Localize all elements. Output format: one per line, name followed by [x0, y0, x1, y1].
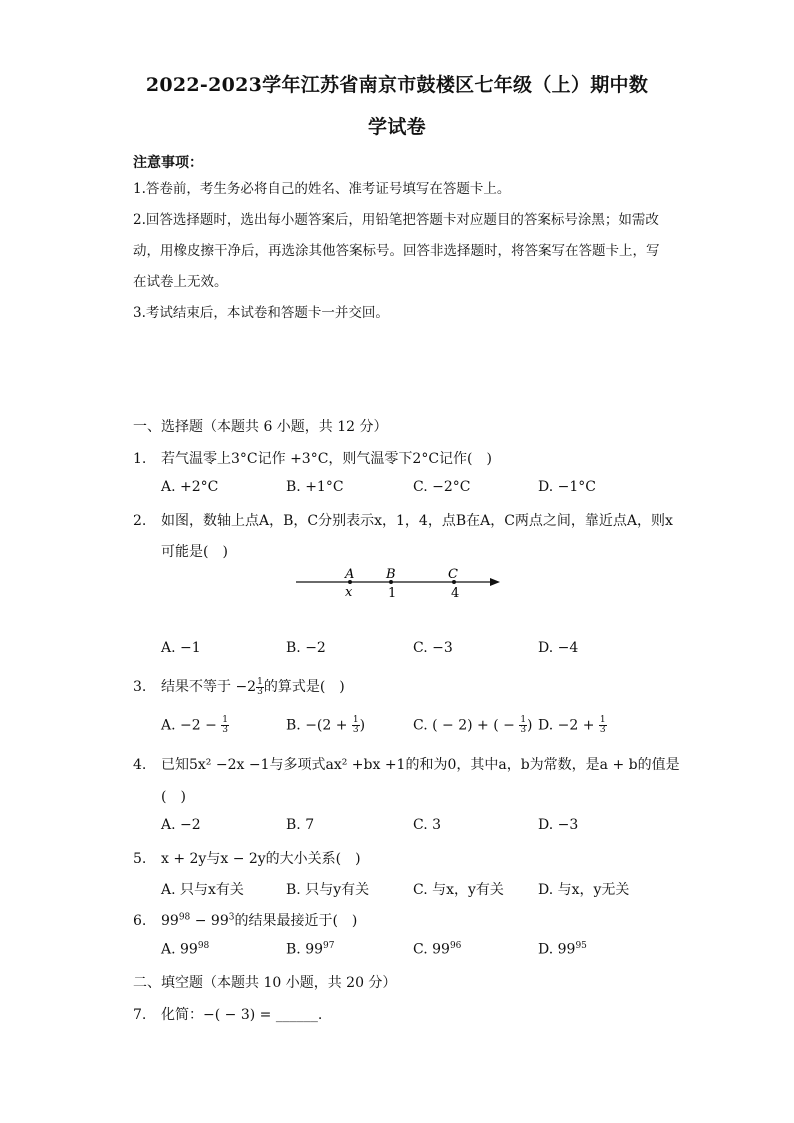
question-number: 4. [133, 757, 147, 773]
q4-option-d: D. −3 [538, 817, 579, 833]
q2-option-c: C. −3 [413, 640, 453, 656]
q4-option-c: C. 3 [413, 817, 442, 833]
question-number: 1. [133, 451, 147, 467]
q1-option-a: A. +2°C [161, 479, 219, 495]
q2-option-b: B. −2 [286, 640, 326, 656]
q5-option-b: B. 只与y有关 [286, 882, 370, 898]
q4-option-b: B. 7 [286, 817, 315, 833]
question-4-continued: ( ) [161, 789, 186, 805]
q1-option-b: B. +1°C [286, 479, 344, 495]
q6-option-a: A. $99^{98}$ [161, 941, 210, 958]
note-item-2: 2.回答选择题时，选出每小题答案后，用铅笔把答题卡对应题目的答案标号涂黑；如需改动，用橡皮擦干净后，再选涂其他答案标号。回答非选择题时，将答案写在答题卡上，写在试卷上无效。 [133, 212, 660, 290]
note-item-3: 3.考试结束后，本试卷和答题卡一并交回。 [133, 305, 389, 321]
section-fill-heading: 二、填空题（本题共 10 小题，共 20 分） [133, 975, 397, 991]
number-line-figure [290, 563, 510, 603]
question-2-continued: 可能是( ) [161, 544, 228, 560]
q5-option-c: C. 与x，y有关 [413, 882, 504, 898]
q5-option-d: D. 与x，y无关 [538, 882, 630, 898]
q4-option-a: A. −2 [161, 817, 201, 833]
question-number: 2. [133, 513, 147, 529]
question-1 [133, 448, 492, 468]
point-a-label: A [345, 567, 355, 582]
notes-heading: 注意事项： [133, 155, 203, 171]
q6-option-d: D. $99^{95}$ [538, 941, 587, 958]
question-text: 如图，数轴上点A，B，C分别表示x，1，4，点B在A，C两点之间，靠近点A，则x [161, 513, 673, 529]
question-text-before: 结果不等于 −2 [161, 679, 257, 695]
question-7 [133, 1004, 322, 1024]
point-a-value: x [345, 585, 353, 600]
q1-option-d: D. −1°C [538, 479, 596, 495]
point-b-label: B [386, 567, 396, 582]
point-b-value: 1 [388, 586, 397, 601]
q3-option-d: D. −2 + $\frac{1}{3}$ [538, 715, 606, 735]
section-choice-heading: 一、选择题（本题共 6 小题，共 12 分） [133, 419, 388, 435]
question-text: 化简：−( − 3) = ______. [161, 1007, 323, 1023]
question-6: 6. $99^{98} - 99^3$的结果最接近于( ) [133, 912, 358, 929]
q6-option-c: C. $99^{96}$ [413, 941, 462, 958]
q3-option-c: C. ( − 2) + ( − $\frac{1}{3}$ ) [413, 715, 533, 735]
question-text: 若气温零上3°C记作 +3°C，则气温零下2°C记作( ) [161, 451, 492, 467]
question-2 [133, 510, 673, 530]
question-text: 已知5x² −2x −1与多项式ax² +bx +1的和为0，其中a，b为常数，是a + b的值是 [161, 757, 680, 773]
number-line-arrow [490, 578, 500, 586]
q6-option-b: B. $99^{97}$ [286, 941, 335, 958]
exam-title-line2: 学试卷 [368, 116, 426, 138]
q3-option-b: B. −(2 + $\frac{1}{3}$ ) [286, 715, 366, 735]
question-number: 5. [133, 851, 147, 867]
question-4 [133, 754, 680, 774]
q5-option-a: A. 只与x有关 [161, 882, 244, 898]
question-3 [133, 676, 345, 697]
question-number: 6. [133, 913, 147, 929]
question-text: x + 2y与x − 2y的大小关系( ) [161, 851, 361, 867]
question-number: 7. [133, 1007, 147, 1023]
q2-option-a: A. −1 [161, 640, 201, 656]
q2-option-d: D. −4 [538, 640, 579, 656]
exam-title-line1: 2022-2023学年江苏省南京市鼓楼区七年级（上）期中数 [145, 74, 649, 96]
point-c-value: 4 [451, 586, 460, 601]
note-item-1: 1.答卷前，考生务必将自己的姓名、准考证号填写在答题卡上。 [133, 181, 511, 197]
q1-option-c: C. −2°C [413, 479, 471, 495]
question-5 [133, 848, 361, 868]
point-c-label: C [448, 567, 458, 582]
question-text-after: 的算式是( ) [263, 679, 345, 695]
q3-option-a: A. −2 − $\frac{1}{3}$ [161, 715, 229, 735]
mixed-fraction: $\frac{1}{3}$ [257, 676, 263, 697]
question-number: 3. [133, 679, 147, 695]
